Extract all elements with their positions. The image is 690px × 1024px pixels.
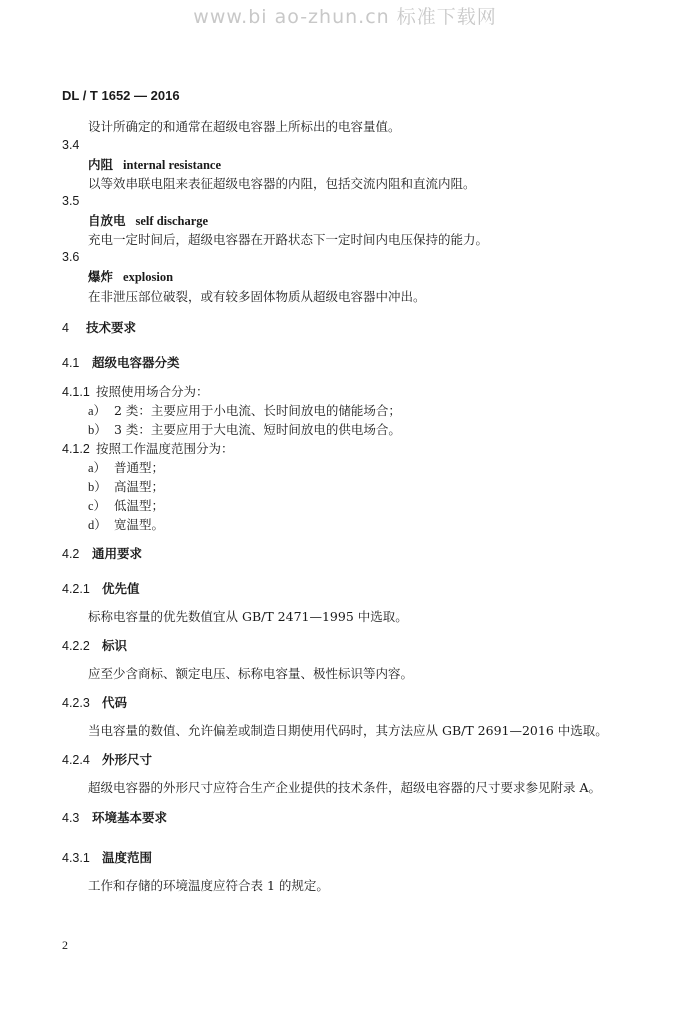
clause-4-2-4-title: 外形尺寸 <box>102 752 153 767</box>
section-4-title: 技术要求 <box>86 320 137 335</box>
clause-4-2-3-title: 代码 <box>102 695 128 710</box>
section-4-3-title: 环境基本要求 <box>92 810 168 825</box>
list-item-text: 2 类：主要应用于小电流、长时间放电的储能场合； <box>114 403 401 418</box>
list-marker: d） <box>88 518 107 532</box>
definition-3-4: 以等效串联电阻来表征超级电容器的内阻，包括交流内阻和直流内阻。 <box>88 176 476 191</box>
term-3-5-en: self discharge <box>135 214 209 228</box>
term-3-4-en: internal resistance <box>123 158 222 172</box>
section-4-1-number: 4.1 <box>62 356 80 370</box>
section-4-1-heading <box>62 353 180 371</box>
clause-4-2-4-text: 超级电容器的外形尺寸应符合生产企业提供的技术条件，超级电容器的尺寸要求参见附录 A。 <box>88 780 602 795</box>
clause-4-2-1-text: 标称电容量的优先数值宜从 GB/T 2471—1995 中选取。 <box>88 609 408 624</box>
clause-4-2-4-heading <box>62 750 152 768</box>
clause-4-3-1-number: 4.3.1 <box>62 851 90 865</box>
clause-4-1-2-text: 按照工作温度范围分为： <box>96 441 234 456</box>
clause-4-2-3-text: 当电容量的数值、允许偏差或制造日期使用代码时，其方法应从 GB/T 2691—2016 中选取。 <box>88 723 608 738</box>
section-4-2-heading <box>62 544 142 562</box>
list-item-text: 高温型； <box>114 479 165 494</box>
clause-4-3-1-heading <box>62 848 152 866</box>
section-4-number: 4 <box>62 321 69 335</box>
clause-4-2-1-title: 优先值 <box>102 581 140 596</box>
term-3-5-zh: 自放电 <box>88 213 126 228</box>
list-item-text: 宽温型。 <box>114 517 165 532</box>
term-3-6-zh: 爆炸 <box>88 269 114 284</box>
page-number: 2 <box>62 938 68 952</box>
clause-4-2-3-heading <box>62 693 127 711</box>
clause-number-3-5: 3.5 <box>62 194 80 208</box>
clause-4-3-1-title: 温度范围 <box>102 850 153 865</box>
clause-4-2-2-title: 标识 <box>102 638 128 653</box>
clause-4-2-1-number: 4.2.1 <box>62 582 90 596</box>
clause-4-2-2-number: 4.2.2 <box>62 639 90 653</box>
list-item <box>88 477 164 495</box>
clause-4-2-2-text: 应至少含商标、额定电压、标称电容量、极性标识等内容。 <box>88 666 414 681</box>
list-marker: a） <box>88 461 107 475</box>
term-3-6 <box>88 267 173 285</box>
term-3-4 <box>88 155 221 173</box>
watermark: www.bi ao-zhun.cn 标准下载网 <box>193 6 497 28</box>
definition-3-5: 充电一定时间后，超级电容器在开路状态下一定时间内电压保持的能力。 <box>88 232 489 247</box>
clause-4-3-1-text: 工作和存储的环境温度应符合表 1 的规定。 <box>88 878 329 893</box>
term-3-6-en: explosion <box>123 270 174 284</box>
clause-4-1-1-number: 4.1.1 <box>62 385 90 399</box>
list-marker: b） <box>88 423 107 437</box>
list-item <box>88 515 164 533</box>
list-item-text: 3 类：主要应用于大电流、短时间放电的供电场合。 <box>114 422 401 437</box>
list-marker: a） <box>88 404 107 418</box>
clause-4-2-4-number: 4.2.4 <box>62 753 90 767</box>
term-3-5 <box>88 211 208 229</box>
list-marker: b） <box>88 480 107 494</box>
section-4-2-number: 4.2 <box>62 547 80 561</box>
list-item <box>88 401 401 419</box>
section-4-1-title: 超级电容器分类 <box>92 355 180 370</box>
definition-3-6: 在非泄压部位破裂，或有较多固体物质从超级电容器中冲出。 <box>88 289 426 304</box>
clause-4-2-1-heading <box>62 579 140 597</box>
list-item <box>88 458 164 476</box>
list-marker: c） <box>88 499 107 513</box>
clause-number-3-6: 3.6 <box>62 250 80 264</box>
clause-4-2-3-number: 4.2.3 <box>62 696 90 710</box>
term-3-4-zh: 内阻 <box>88 157 114 172</box>
section-4-heading <box>62 318 136 336</box>
section-4-3-number: 4.3 <box>62 811 80 825</box>
clause-4-1-1-text: 按照使用场合分为： <box>96 384 209 399</box>
document-header: DL / T 1652 — 2016 <box>62 88 180 103</box>
clause-4-1-1 <box>62 382 209 400</box>
clause-number-3-4: 3.4 <box>62 138 80 152</box>
section-4-2-title: 通用要求 <box>92 546 143 561</box>
section-4-3-heading <box>62 808 167 826</box>
list-item-text: 低温型； <box>114 498 165 513</box>
clause-4-1-2-number: 4.1.2 <box>62 442 90 456</box>
clause-4-2-2-heading <box>62 636 127 654</box>
definition-continuation: 设计所确定的和通常在超级电容器上所标出的电容量值。 <box>88 119 401 134</box>
list-item <box>88 420 401 438</box>
list-item <box>88 496 164 514</box>
clause-4-1-2 <box>62 439 234 457</box>
list-item-text: 普通型； <box>114 460 165 475</box>
